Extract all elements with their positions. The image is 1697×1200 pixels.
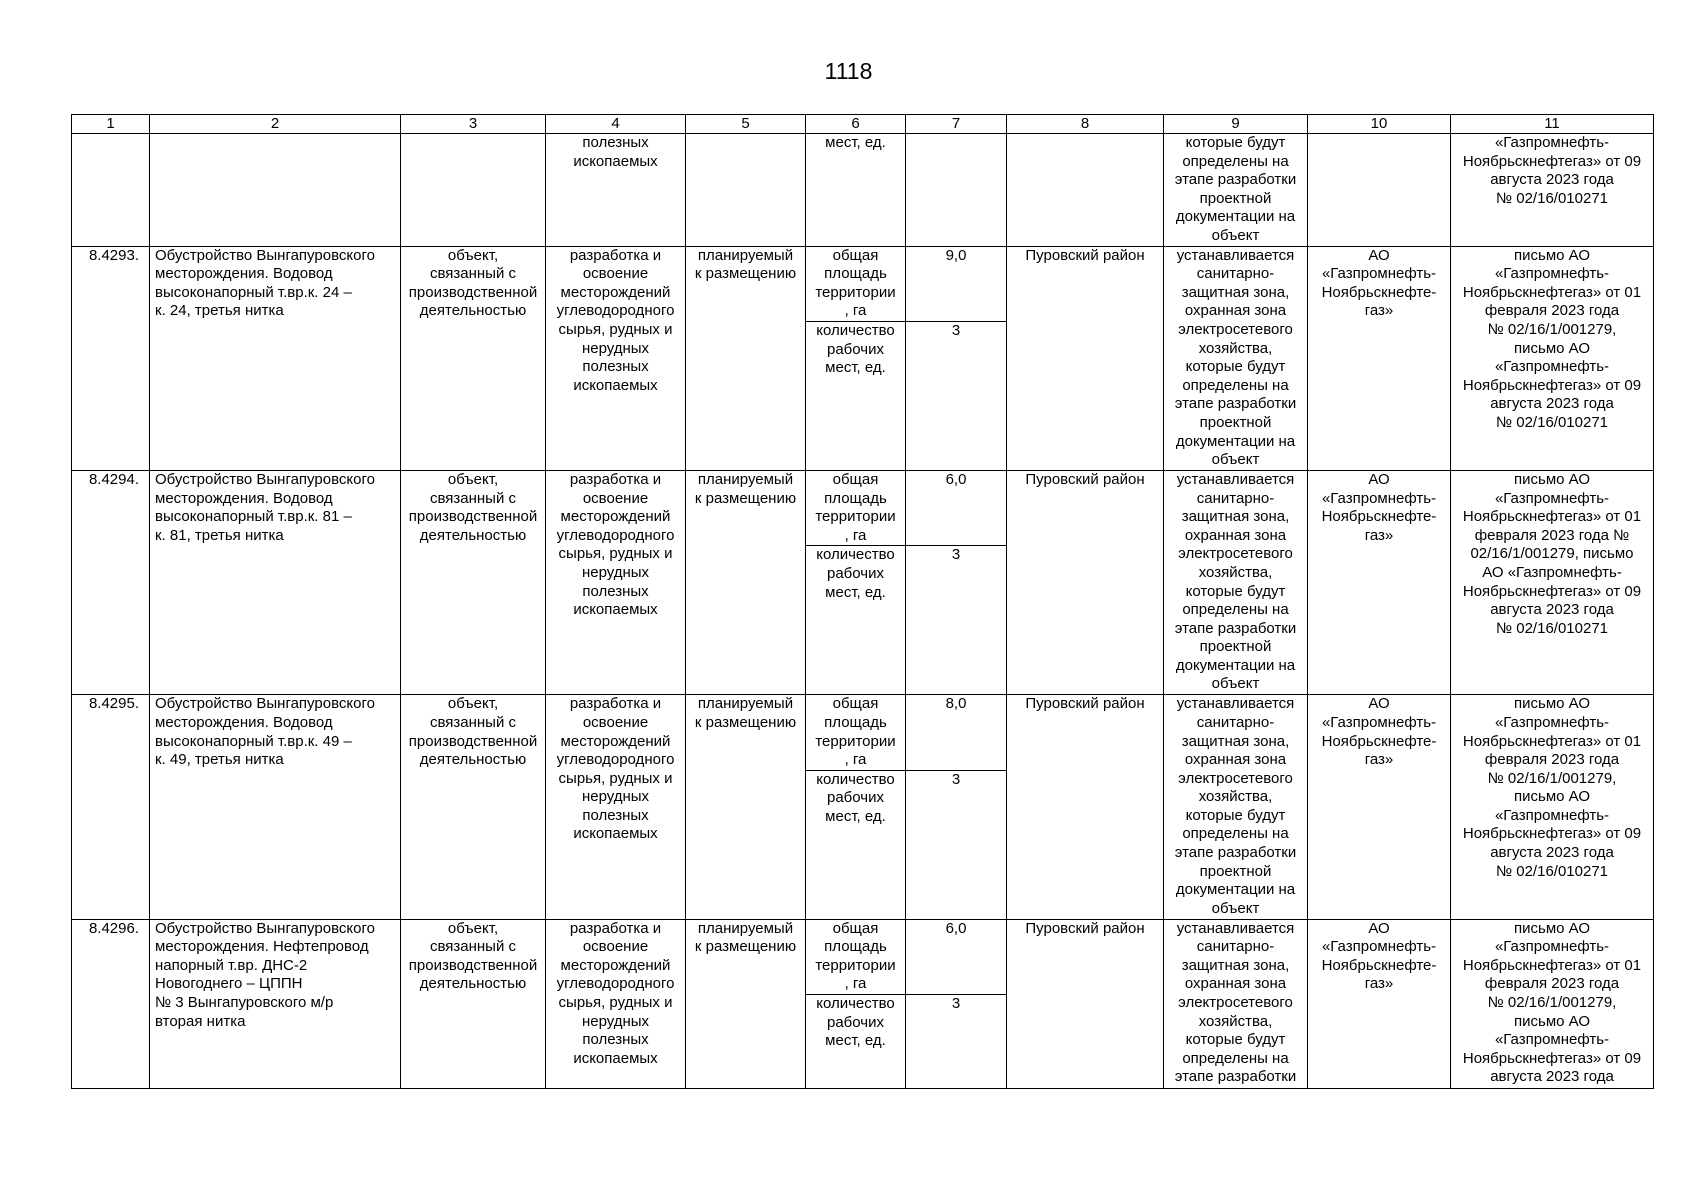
object-status: планируемый к размещению [686,470,806,694]
object-status: планируемый к размещению [686,695,806,919]
zone-info: устанавливается санитарно- защитная зона, охранная зона электросетевого хозяйства, которые будут определены на этапе разработки проектной документации на объект [1164,246,1308,470]
object-location: Пуровский район [1007,246,1164,470]
parameter-jobs-label: количество рабочих мест, ед. [806,546,906,695]
basis-document: письмо АО «Газпромнефть- Ноябрьскнефтегаз» от 01 февраля 2023 года № 02/16/1/001279, письмо АО «Газпромнефть- Ноябрьскнефтегаз» от 09 августа 2023 года № 02/16/010271 [1451,695,1654,919]
row-number: 8.4295. [72,695,150,919]
parameter-area-value: 6,0 [906,470,1007,545]
table-row [72,695,1654,770]
parameter-jobs-value: 3 [906,321,1007,470]
parameter-area-value: 9,0 [906,246,1007,321]
table-row [72,470,1654,545]
parameter-jobs-value: 3 [906,995,1007,1089]
table-row [72,246,1654,321]
column-numbers-row [72,115,1654,134]
parameter-area-label: общая площадь территории , га [806,919,906,994]
zone-info: устанавливается санитарно- защитная зона, охранная зона электросетевого хозяйства, которые будут определены на этапе разработки проектной документации на объект [1164,470,1308,694]
object-name: Обустройство Вынгапуровского месторождения. Водовод высоконапорный т.вр.к. 24 – к. 24, третья нитка [150,246,401,470]
column-header: 8 [1007,115,1164,134]
parameter-jobs-label: количество рабочих мест, ед. [806,770,906,919]
table-row [72,919,1654,994]
parameter-jobs-value: 3 [906,770,1007,919]
object-name: Обустройство Вынгапуровского месторождения. Нефтепровод напорный т.вр. ДНС-2 Новогоднего – ЦППН № 3 Вынгапуровского м/р вторая нитка [150,919,401,1088]
object-purpose: разработка и освоение месторождений углеводородного сырья, рудных и нерудных полезных ископаемых [546,470,686,694]
column-header: 6 [806,115,906,134]
purpose-cell: полезных ископаемых [546,134,686,247]
basis-document: письмо АО «Газпромнефть- Ноябрьскнефтегаз» от 01 февраля 2023 года № 02/16/1/001279, письмо АО «Газпромнефть- Ноябрьскнефтегаз» от 09 августа 2023 года № 02/16/010271 [1451,470,1654,694]
objects-table [71,114,1654,1089]
object-type: объект, связанный с производственной деятельностью [401,695,546,919]
object-type: объект, связанный с производственной деятельностью [401,919,546,1088]
organization: АО «Газпромнефть- Ноябрьскнефте- газ» [1308,470,1451,694]
column-header: 7 [906,115,1007,134]
object-type: объект, связанный с производственной деятельностью [401,470,546,694]
object-location: Пуровский район [1007,470,1164,694]
column-header: 4 [546,115,686,134]
zone-cell: которые будут определены на этапе разработки проектной документации на объект [1164,134,1308,247]
parameter-jobs-label: количество рабочих мест, ед. [806,321,906,470]
parameter-jobs-label: количество рабочих мест, ед. [806,995,906,1089]
object-purpose: разработка и освоение месторождений углеводородного сырья, рудных и нерудных полезных ископаемых [546,695,686,919]
row-number: 8.4296. [72,919,150,1088]
parameter-area-value: 6,0 [906,919,1007,994]
column-header: 9 [1164,115,1308,134]
parameter-cell: мест, ед. [806,134,906,247]
object-name: Обустройство Вынгапуровского месторождения. Водовод высоконапорный т.вр.к. 81 – к. 81, третья нитка [150,470,401,694]
parameter-area-label: общая площадь территории , га [806,470,906,545]
object-type: объект, связанный с производственной деятельностью [401,246,546,470]
object-location: Пуровский район [1007,695,1164,919]
object-purpose: разработка и освоение месторождений углеводородного сырья, рудных и нерудных полезных ископаемых [546,246,686,470]
basis-document: письмо АО «Газпромнефть- Ноябрьскнефтегаз» от 01 февраля 2023 года № 02/16/1/001279, письмо АО «Газпромнефть- Ноябрьскнефтегаз» от 09 августа 2023 года № 02/16/010271 [1451,246,1654,470]
zone-info: устанавливается санитарно- защитная зона, охранная зона электросетевого хозяйства, которые будут определены на этапе разработки [1164,919,1308,1088]
parameter-area-value: 8,0 [906,695,1007,770]
object-location: Пуровский район [1007,919,1164,1088]
row-number: 8.4293. [72,246,150,470]
column-header: 1 [72,115,150,134]
organization: АО «Газпромнефть- Ноябрьскнефте- газ» [1308,695,1451,919]
column-header: 2 [150,115,401,134]
organization: АО «Газпромнефть- Ноябрьскнефте- газ» [1308,246,1451,470]
column-header: 10 [1308,115,1451,134]
object-purpose: разработка и освоение месторождений углеводородного сырья, рудных и нерудных полезных ископаемых [546,919,686,1088]
parameter-area-label: общая площадь территории , га [806,695,906,770]
column-header: 11 [1451,115,1654,134]
organization: АО «Газпромнефть- Ноябрьскнефте- газ» [1308,919,1451,1088]
basis-cell: «Газпромнефть- Ноябрьскнефтегаз» от 09 августа 2023 года № 02/16/010271 [1451,134,1654,247]
column-header: 5 [686,115,806,134]
continuation-row [72,134,1654,247]
page-number: 1118 [824,58,873,84]
parameter-jobs-value: 3 [906,546,1007,695]
row-number: 8.4294. [72,470,150,694]
column-header: 3 [401,115,546,134]
zone-info: устанавливается санитарно- защитная зона, охранная зона электросетевого хозяйства, которые будут определены на этапе разработки проектной документации на объект [1164,695,1308,919]
object-status: планируемый к размещению [686,246,806,470]
basis-document: письмо АО «Газпромнефть- Ноябрьскнефтегаз» от 01 февраля 2023 года № 02/16/1/001279, письмо АО «Газпромнефть- Ноябрьскнефтегаз» от 09 августа 2023 года [1451,919,1654,1088]
object-status: планируемый к размещению [686,919,806,1088]
parameter-area-label: общая площадь территории , га [806,246,906,321]
object-name: Обустройство Вынгапуровского месторождения. Водовод высоконапорный т.вр.к. 49 – к. 49, третья нитка [150,695,401,919]
